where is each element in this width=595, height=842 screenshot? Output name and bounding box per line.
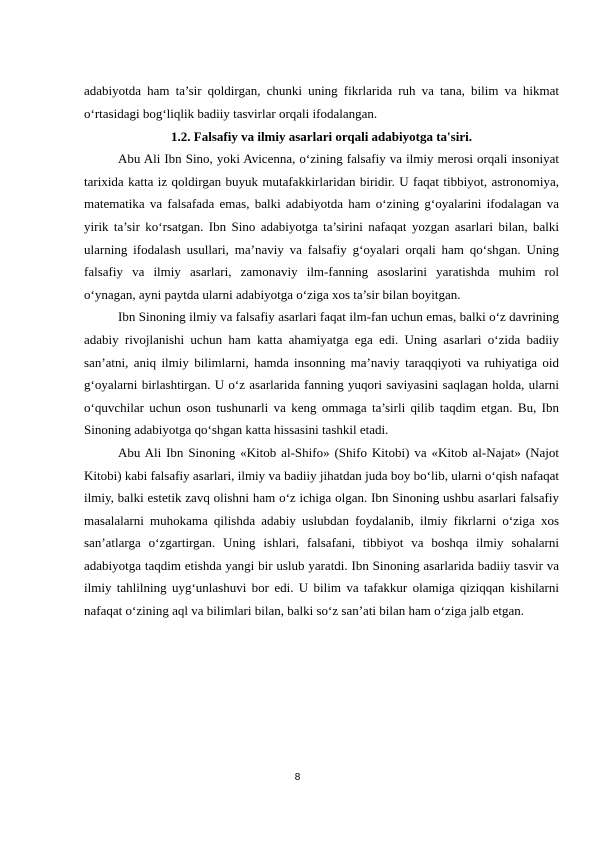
document-page [84,80,559,623]
opening-paragraph: adabiyotda ham ta’sir qoldirgan, chunki uning fikrlarida ruh va tana, bilim va hikmat o‘rtasidagi bog‘liqlik badiiy tasvirlar orqali ifodalangan. [84,83,559,121]
page-number: 8 [294,772,301,783]
section-heading: 1.2. Falsafiy va ilmiy asarlari orqali adabiyotga ta'siri. [171,129,472,145]
body-paragraph-1: Abu Ali Ibn Sino, yoki Avicenna, o‘zining falsafiy va ilmiy merosi orqali insoniyat tarixida katta iz qoldirgan buyuk mutafakkirlaridan biridir. U faqat tibbiyot, astronomiya, matematika va falsafada emas, balki adabiyotda ham o‘zining g‘oyalarini ifodalagan va yirik ta’sir ko‘rsatgan. Ibn Sino adabiyotga ta’sirini nafaqat yozgan asarlari bilan, balki ularning ifodalash usullari, ma’naviy va falsafiy g‘oyalari orqali ham qo‘shgan. Uning falsafiy va ilmiy asarlari, zamonaviy ilm-fanning asoslarini yaratishda muhim rol o‘ynagan, ayni paytda ularni adabiyotga o‘ziga xos ta’sir bilan boyitgan. [84,151,559,302]
body-paragraph-3: Abu Ali Ibn Sinoning «Kitob al-Shifo» (Shifo Kitobi) va «Kitob al-Najat» (Najot Kitobi) kabi falsafiy asarlari, ilmiy va badiiy jihatdan juda boy bo‘lib, ularni o‘qish nafaqat ilmiy, balki estetik zavq olishni ham o‘z ichiga olgan. Ibn Sinoning ushbu asarlari falsafiy masalalarni muhokama qilishda adabiy uslubdan foydalanib, ilmiy fikrlarni o‘ziga xos san’atlarga o‘zgartirgan. Uning ishlari, falsafani, tibbiyot va boshqa ilmiy sohalarni adabiyotga taqdim etishda yangi bir uslub yaratdi. Ibn Sinoning asarlarida badiiy tasvir va ilmiy tahlilning uyg‘unlashuvi bor edi. U bilim va tafakkur olamiga qiziqqan kishilarni nafaqat o‘zining aql va bilimlari bilan, balki so‘z san’ati bilan ham o‘ziga jalb etgan. [84,444,559,619]
body-paragraph-2: Ibn Sinoning ilmiy va falsafiy asarlari faqat ilm-fan uchun emas, balki o‘z davrining adabiy rivojlanishi uchun ham katta ahamiyatga ega edi. Uning asarlari o‘zida badiiy san’atni, aniq ilmiy bilimlarni, hamda insonning ma’naviy taraqqiyoti va ruhiyatiga oid g‘oyalarni birlashtirgan. U o‘z asarlarida fanning yuqori saviyasini saqlagan holda, ularni o‘quvchilar uchun oson tushunarli va keng ommaga ta’sirli qilib taqdim etgan. Bu, Ibn Sinoning adabiyotga qo‘shgan katta hissasini tashkil etadi. [84,309,559,438]
